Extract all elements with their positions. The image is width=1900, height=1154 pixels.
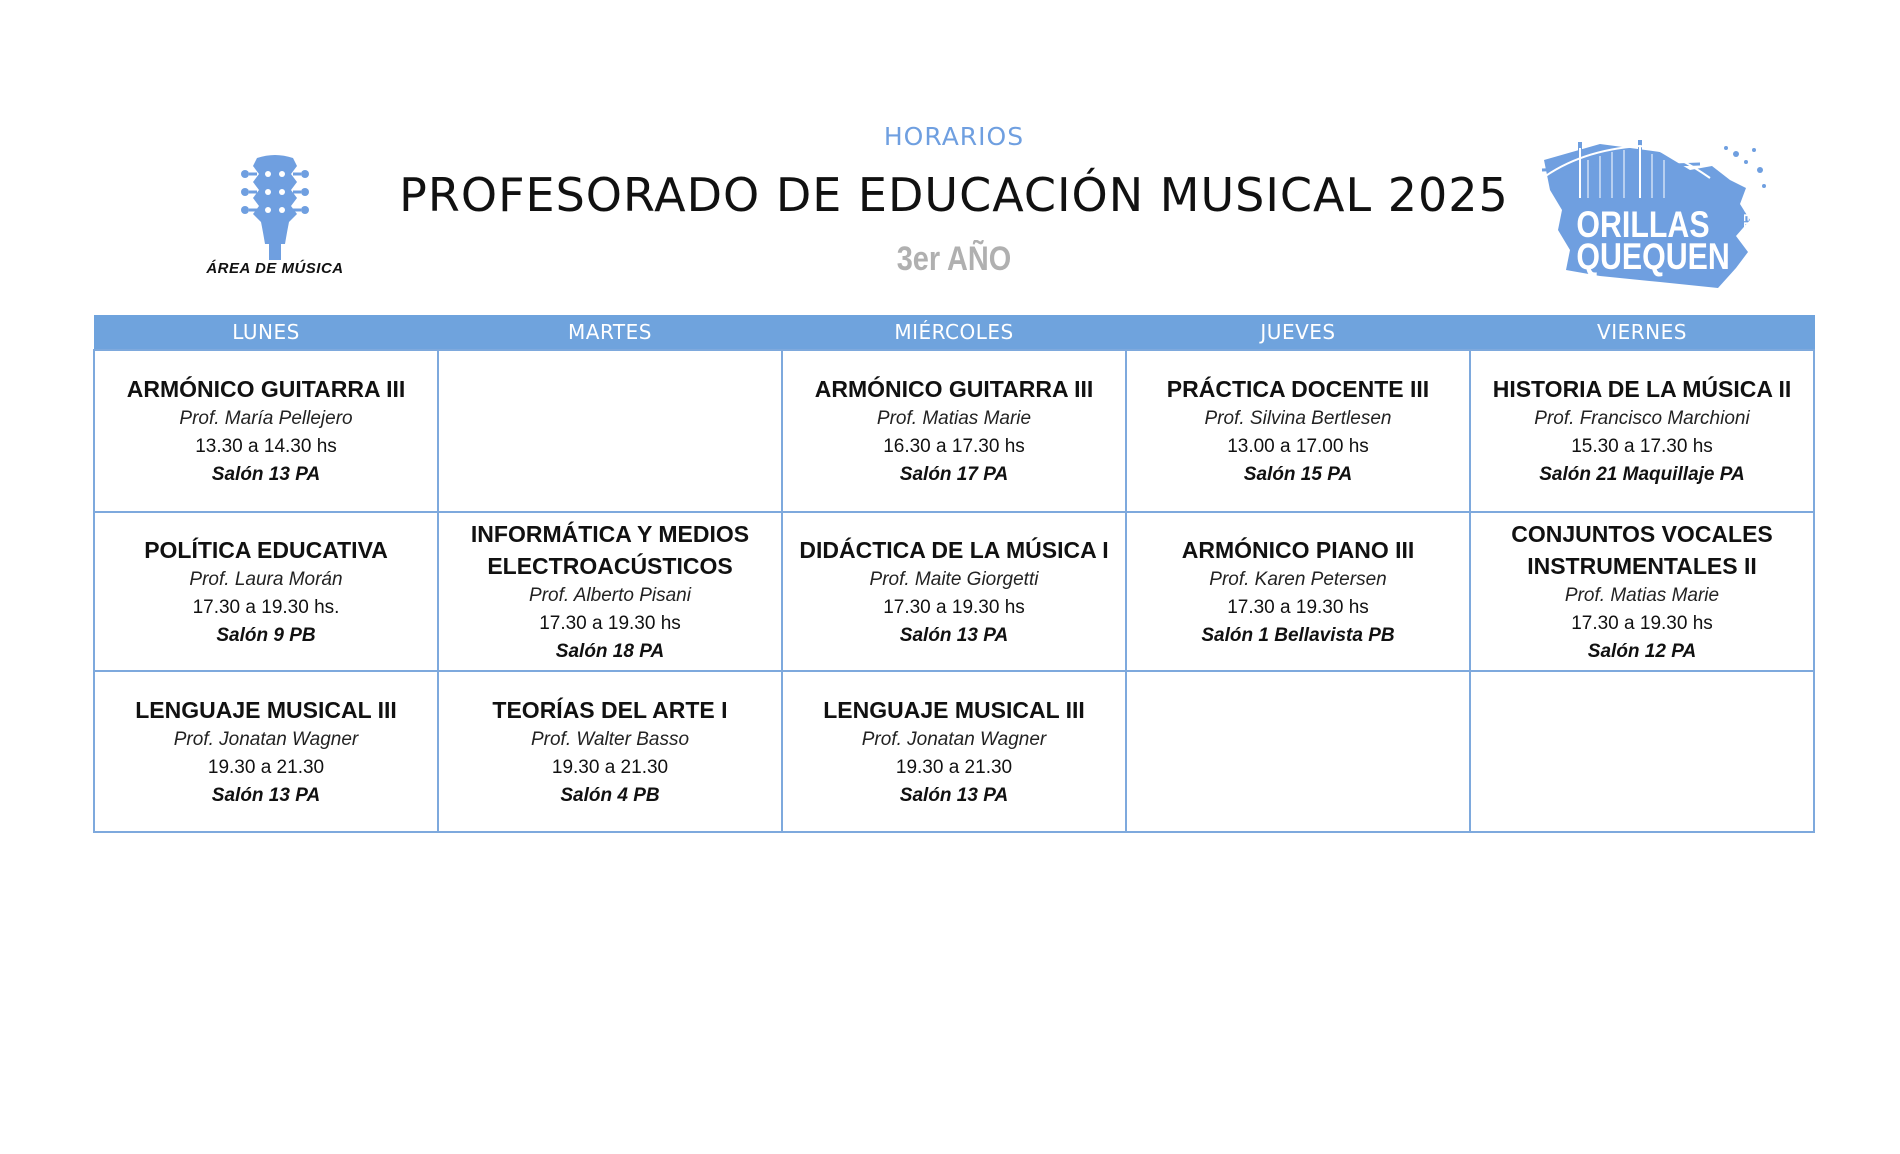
class-time: 13.00 a 17.00 hs [1227, 436, 1369, 457]
class-professor: Prof. Jonatan Wagner [861, 728, 1047, 750]
class-room: Salón 13 PA [211, 464, 321, 485]
class-time: 17.30 a 19.30 hs [883, 596, 1025, 618]
class-cell [1126, 350, 1470, 512]
class-room: Salón 4 PB [560, 784, 660, 806]
class-cell [94, 671, 438, 832]
class-cell [782, 350, 1126, 512]
class-room: Salón 9 PB [216, 624, 316, 646]
class-time: 19.30 a 21.30 [895, 756, 1013, 778]
class-subject: LENGUAJE MUSICAL III [135, 696, 397, 723]
day-header-jueves: JUEVES [1126, 315, 1470, 350]
page-header [0, 0, 1900, 300]
class-professor: Prof. Silvina Bertlesen [1204, 408, 1392, 429]
class-cell [782, 671, 1126, 832]
class-room: Salón 13 PA [899, 784, 1009, 806]
class-subject: PRÁCTICA DOCENTE III [1166, 376, 1430, 402]
class-subject: CONJUNTOS VOCALES INSTRUMENTALES II [1511, 520, 1773, 579]
class-time: 17.30 a 19.30 hs [1227, 596, 1369, 618]
year-label: 3er AÑO [896, 240, 1012, 278]
area-de-musica-text: ÁREA DE MÚSICA [206, 260, 344, 277]
class-professor: Prof. Jonatan Wagner [173, 728, 359, 750]
class-cell-empty [438, 350, 782, 512]
class-room: Salón 21 Maquillaje PA [1539, 464, 1745, 485]
orillas-del-quequen-logo [1540, 140, 1770, 295]
class-professor: Prof. Francisco Marchioni [1534, 408, 1750, 429]
class-professor: Prof. Karen Petersen [1209, 568, 1387, 590]
class-cell [1470, 512, 1814, 671]
class-cell [94, 512, 438, 671]
class-professor: Prof. Alberto Pisani [529, 584, 691, 606]
schedule-subtitle: HORARIOS [883, 122, 1025, 151]
table-row [94, 512, 1814, 671]
class-time: 17.30 a 19.30 hs. [192, 596, 340, 618]
class-subject: LENGUAJE MUSICAL III [823, 696, 1085, 723]
class-room: Salón 12 PA [1587, 640, 1697, 662]
class-subject: DIDÁCTICA DE LA MÚSICA I [799, 536, 1109, 563]
class-subject: ARMÓNICO GUITARRA III [814, 376, 1094, 402]
class-room: Salón 13 PA [899, 624, 1009, 646]
class-subject: INFORMÁTICA Y MEDIOS ELECTROACÚSTICOS [470, 520, 750, 579]
class-time: 19.30 a 21.30 [207, 756, 325, 778]
page-title: PROFESORADO DE EDUCACIÓN MUSICAL 2025 [399, 168, 1509, 222]
class-subject: TEORÍAS DEL ARTE I [492, 696, 728, 723]
class-time: 16.30 a 17.30 hs [883, 436, 1025, 457]
class-time: 17.30 a 19.30 hs [539, 612, 681, 634]
logo-del-text: DEL [1741, 205, 1755, 229]
class-cell [782, 512, 1126, 671]
class-room: Salón 15 PA [1243, 464, 1353, 485]
class-time: 13.30 a 14.30 hs [195, 436, 337, 457]
class-room: Salón 1 Bellavista PB [1201, 624, 1395, 646]
class-cell-empty [1126, 671, 1470, 832]
day-header-miercoles: MIÉRCOLES [782, 315, 1126, 350]
day-header-row [94, 315, 1814, 350]
class-cell [1126, 512, 1470, 671]
schedule-table [93, 315, 1815, 833]
class-professor: Prof. Matias Marie [876, 408, 1032, 429]
class-subject: POLÍTICA EDUCATIVA [144, 536, 388, 563]
class-cell [94, 350, 438, 512]
class-time: 15.30 a 17.30 hs [1571, 436, 1713, 457]
class-room: Salón 18 PA [555, 640, 665, 662]
table-row [94, 350, 1814, 512]
class-room: Salón 13 PA [211, 784, 321, 806]
day-header-lunes: LUNES [94, 315, 438, 350]
class-professor: Prof. Walter Basso [530, 728, 690, 750]
class-subject: ARMÓNICO PIANO III [1181, 536, 1415, 563]
class-room: Salón 17 PA [899, 464, 1009, 485]
class-time: 17.30 a 19.30 hs [1571, 612, 1713, 634]
class-professor: Prof. María Pellejero [179, 408, 353, 429]
logo-quequen-text: QUEQUEN [1576, 236, 1730, 277]
class-cell-empty [1470, 671, 1814, 832]
class-subject: HISTORIA DE LA MÚSICA II [1492, 376, 1792, 402]
class-time: 19.30 a 21.30 [551, 756, 669, 778]
class-cell [1470, 350, 1814, 512]
table-row [94, 671, 1814, 832]
class-cell [438, 512, 782, 671]
day-header-martes: MARTES [438, 315, 782, 350]
day-header-viernes: VIERNES [1470, 315, 1814, 350]
class-professor: Prof. Maite Giorgetti [869, 568, 1039, 590]
logo-orillas-text: ORILLAS [1576, 204, 1710, 245]
class-professor: Prof. Matias Marie [1564, 584, 1720, 606]
class-professor: Prof. Laura Morán [189, 568, 343, 590]
class-cell [438, 671, 782, 832]
class-subject: ARMÓNICO GUITARRA III [126, 376, 406, 402]
